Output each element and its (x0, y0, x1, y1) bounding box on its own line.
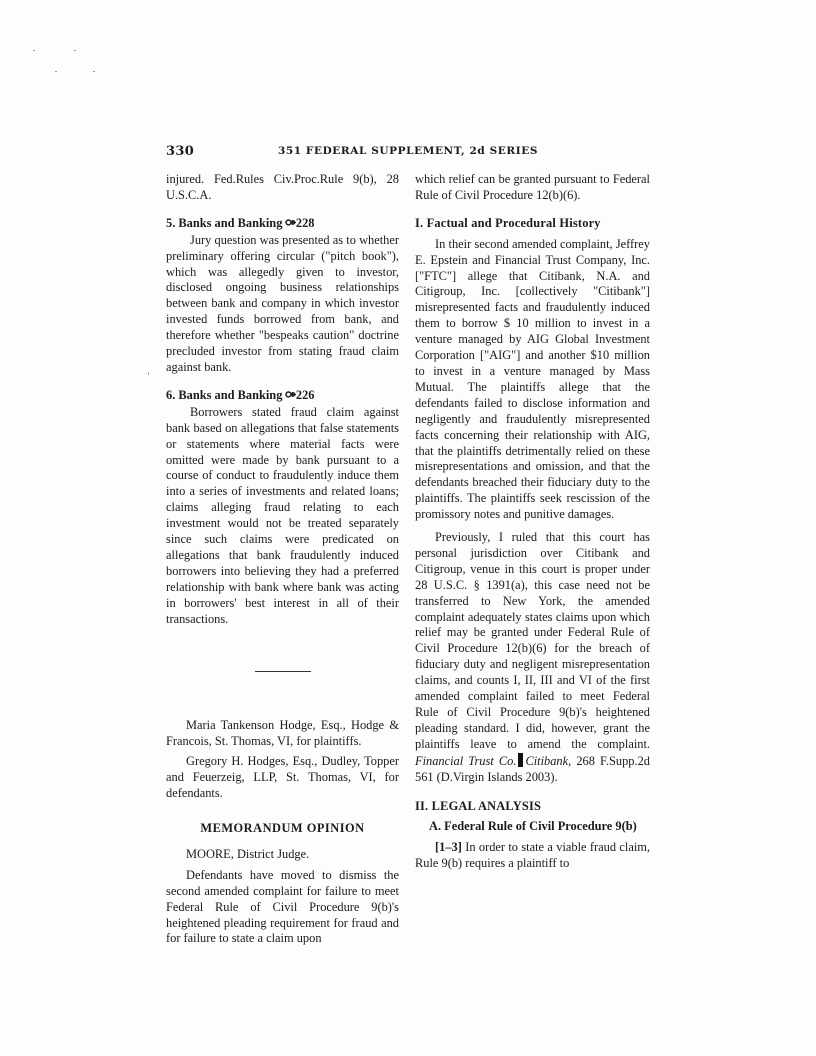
headnote-6-text: Borrowers stated fraud claim against bank based on allegations that false statements or statements where material facts were omitted were made by bank pursuant to a course of conduct to fraudulently induce them into a series of investments and related loans; claims alleging fraud relating to each investment would not be treated separately since such claims were predicated on allegations that bank fraudulently induced borrowers into believing they had a preferred relationship with bank where bank was acting in borrowers' best interest in all of their transactions. (166, 404, 399, 626)
counsel-plaintiffs: Maria Tankenson Hodge, Esq., Hodge & Francois, St. Thomas, VI, for plaintiffs. (166, 718, 399, 749)
running-header (166, 144, 650, 162)
section-1-paragraph-1: In their second amended complaint, Jeffrey E. Epstein and Financial Trust Company, Inc. ["FTC"] allege that Citibank, N.A. and Citigroup, Inc. [collectively "Citibank"] misrepresented facts and fraudulently induced them to borrow $ 10 million to invest in a venture managed by AIG Global Investment Corporation ["AIG"] and another $10 million to invest in a venture managed by Mass Mutual. The plaintiffs allege that the defendants failed to disclose information and negligently and fraudulently misrepresented facts concerning their relationship with AIG, that the plaintiffs detrimentally relied on these misrepresentations and omission, and that the defendants breached their fiduciary duty to the plaintiffs. The plaintiffs seek rescission of the promissory notes and punitive damages. (415, 236, 650, 522)
headnote-5-heading: 5. Banks and Banking ⚩228 (166, 215, 315, 230)
reporter-title: 351 FEDERAL SUPPLEMENT, 2d SERIES (277, 145, 539, 157)
opinion-title: MEMORANDUM OPINION (200, 821, 365, 835)
redaction-mark (518, 753, 523, 767)
headnote-6-heading: 6. Banks and Banking ⚩226 (166, 387, 315, 402)
left-column (166, 172, 399, 947)
citation-case-part-a: Financial Trust Co. (415, 753, 517, 768)
headnote-marker: [1–3] (435, 840, 462, 855)
section-1-paragraph-2 (415, 530, 650, 786)
subsection-a-heading: A. Federal Rule of Civil Procedure 9(b) (429, 819, 637, 834)
scan-speck (55, 71, 57, 72)
paragraph-continuation: which relief can be granted pursuant to Federal Rule of Civil Procedure 12(b)(6). (415, 172, 650, 202)
judge-name: MOORE, District Judge. (186, 846, 310, 861)
subsection-a-text: In order to state a viable fraud claim, Rule 9(b) requires a plaintiff to (415, 840, 650, 871)
page-number: 330 (166, 144, 195, 159)
citation-reporter: 268 F.Supp.2d 561 (D.Virgin Islands 2003). (415, 753, 650, 784)
right-column (415, 172, 650, 872)
section-2-heading: II. LEGAL ANALYSIS (415, 798, 542, 813)
headnote-5-text: Jury question was presented as to whether preliminary offering circular ("pitch book"), which was allegedly given to investor, disclosed ongoing business relationships between bank and company in which investor invested funds borrowed from bank, and therefore whether "bespeaks caution" doctrine precluded investor from stating fraud claim against bank. (166, 232, 399, 374)
opinion-opening-paragraph: Defendants have moved to dismiss the second amended complaint for failure to meet Federal Rule of Civil Procedure 9(b)'s heightened pleading requirement for fraud and for failure to state a claim upon (166, 867, 399, 946)
scan-speck (93, 71, 95, 72)
paragraph-2-body: Previously, I ruled that this court has personal jurisdiction over Citibank and Citigroup, venue in this court is proper under 28 U.S.C. § 1391(a), this case need not be transferred to New York, the amended complaint adequately states claims upon which relief may be granted under Federal Rule of Civil Procedure 12(b)(6) for the breach of fiduciary duty and negligent misrepresentation claims, and counts I, II, III and VI of the first amended complaint failed to meet Federal Rule of Civil Procedure 9(b)'s heightened pleading standard. I did, however, grant the plaintiffs leave to amend the complaint. (415, 530, 650, 751)
subsection-a-paragraph (415, 840, 650, 872)
scan-speck (74, 50, 76, 51)
scan-mark (148, 372, 149, 375)
counsel-defendants: Gregory H. Hodges, Esq., Dudley, Topper and Feuerzeig, LLP, St. Thomas, VI, for defendants. (166, 754, 399, 801)
section-1-heading: I. Factual and Procedural History (415, 215, 601, 230)
citation-case-part-b: Citibank, (525, 753, 572, 768)
scan-speck (33, 50, 35, 51)
headnote-continuation: injured. Fed.Rules Civ.Proc.Rule 9(b), 28 U.S.C.A. (166, 172, 399, 202)
section-divider (255, 671, 311, 672)
